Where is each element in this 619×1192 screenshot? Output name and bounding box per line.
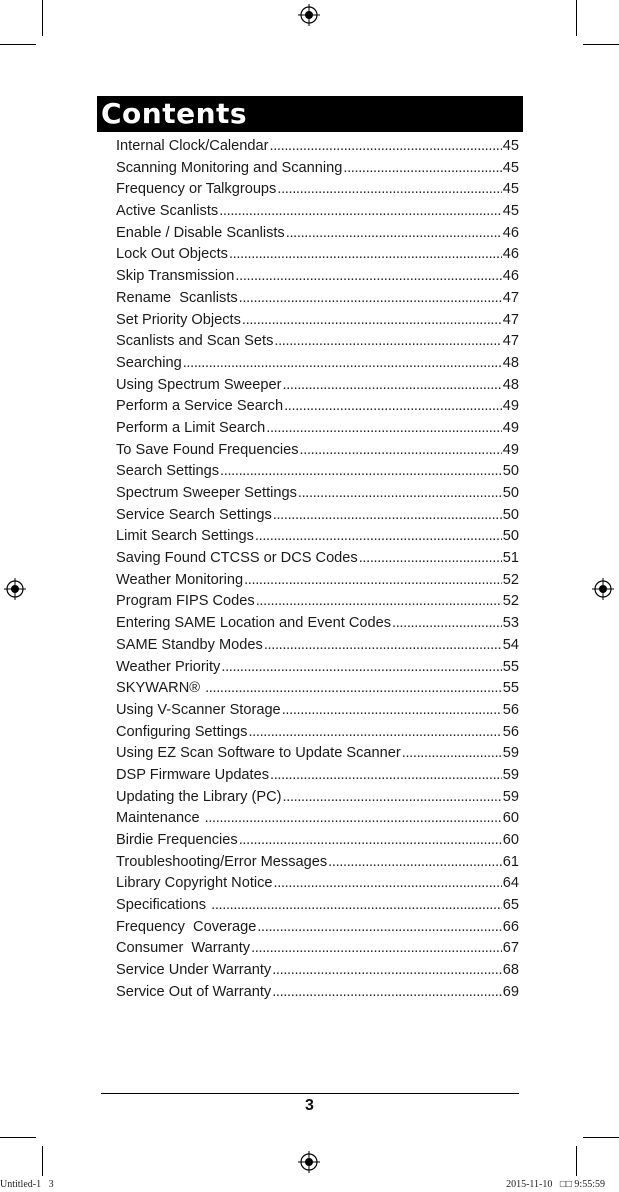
toc-entry-page: 48	[502, 376, 519, 393]
toc-entry-page: 47	[502, 333, 519, 350]
toc-entry[interactable]	[116, 526, 519, 548]
crop-mark	[42, 1146, 43, 1176]
crop-mark	[583, 44, 619, 45]
toc-entry[interactable]	[116, 331, 519, 353]
toc-entry-page: 60	[502, 832, 519, 848]
toc-entry[interactable]	[116, 808, 519, 830]
toc-entry[interactable]	[116, 136, 519, 158]
toc-entry-title: SAME Standby Modes	[116, 636, 263, 653]
toc-entry-page: 55	[502, 658, 519, 675]
toc-leader-dots	[205, 808, 502, 830]
toc-entry-page: 50	[502, 528, 519, 545]
toc-leader-dots	[402, 743, 502, 765]
toc-leader-dots	[343, 158, 501, 180]
toc-leader-dots	[183, 353, 502, 375]
toc-entry[interactable]	[116, 938, 519, 960]
toc-entry[interactable]	[116, 591, 519, 613]
toc-entry-title: Weather Monitoring	[116, 571, 244, 588]
toc-entry-title: Configuring Settings	[116, 723, 248, 740]
toc-entry-title: Scanlists and Scan Sets	[116, 333, 274, 350]
toc-entry-title: Rename Scanlists	[116, 289, 238, 306]
crop-mark	[576, 1146, 577, 1176]
toc-leader-dots	[272, 982, 502, 1004]
toc-entry-title: SKYWARN®	[116, 680, 205, 697]
toc-entry-title: Specifications	[116, 897, 211, 914]
toc-entry-page: 46	[502, 246, 519, 263]
toc-leader-dots	[286, 223, 502, 245]
toc-entry-title: Entering SAME Location and Event Codes	[116, 615, 392, 632]
toc-entry-title: Spectrum Sweeper Settings	[116, 485, 297, 501]
toc-entry-title: DSP Firmware Updates	[116, 766, 270, 783]
toc-entry-title: Saving Found CTCSS or DCS Codes	[116, 550, 358, 567]
toc-leader-dots	[205, 678, 502, 700]
toc-entry-page: 55	[502, 680, 519, 697]
toc-entry-title: Internal Clock/Calendar	[116, 138, 269, 154]
toc-entry-page: 68	[502, 962, 519, 979]
toc-entry[interactable]	[116, 505, 519, 527]
toc-leader-dots	[239, 288, 502, 310]
toc-leader-dots	[219, 201, 502, 223]
toc-entry-page: 50	[502, 463, 519, 480]
toc-entry-page: 59	[502, 788, 519, 805]
toc-leader-dots	[255, 526, 502, 548]
toc-entry-page: 61	[502, 853, 519, 870]
toc-entry-title: Consumer Warranty	[116, 940, 251, 957]
toc-leader-dots	[242, 310, 502, 332]
toc-entry-title: Skip Transmission	[116, 268, 235, 285]
toc-entry-title: Troubleshooting/Error Messages	[116, 853, 328, 870]
toc-entry-page: 59	[502, 745, 519, 762]
toc-entry[interactable]	[116, 765, 519, 787]
toc-entry-title: Frequency Coverage	[116, 918, 257, 935]
toc-entry[interactable]	[116, 722, 519, 744]
toc-entry-title: Searching	[116, 354, 182, 371]
toc-entry-page: 50	[502, 506, 519, 523]
toc-entry-page: 48	[502, 354, 519, 371]
toc-entry-page: 46	[502, 268, 519, 285]
toc-leader-dots	[211, 895, 502, 917]
toc-entry-page: 52	[502, 593, 519, 610]
toc-entry-title: Scanning Monitoring and Scanning	[116, 159, 343, 176]
toc-leader-dots	[251, 938, 502, 960]
toc-entry-title: Enable / Disable Scanlists	[116, 224, 285, 241]
toc-leader-dots	[264, 635, 502, 657]
toc-entry[interactable]	[116, 613, 519, 635]
toc-entry[interactable]	[116, 787, 519, 809]
toc-entry[interactable]	[116, 375, 519, 397]
toc-entry[interactable]	[116, 873, 519, 895]
toc-entry[interactable]	[116, 852, 519, 874]
toc-entry[interactable]	[116, 179, 519, 201]
toc-entry[interactable]	[116, 548, 519, 570]
toc-entry-title: Using EZ Scan Software to Update Scanner	[116, 745, 401, 762]
toc-entry-page: 46	[502, 224, 519, 241]
toc-entry-title: Active Scanlists	[116, 203, 219, 220]
toc-leader-dots	[298, 483, 502, 505]
toc-entry-page: 47	[502, 311, 519, 328]
toc-entry-title: Service Out of Warranty	[116, 983, 272, 1000]
toc-leader-dots	[220, 461, 502, 483]
toc-entry-title: Frequency or Talkgroups	[116, 181, 277, 198]
toc-entry-title: Lock Out Objects	[116, 246, 228, 263]
toc-leader-dots	[229, 244, 502, 266]
toc-leader-dots	[282, 700, 502, 722]
crop-mark	[0, 44, 36, 45]
toc-entry-title: Weather Priority	[116, 658, 221, 675]
toc-leader-dots	[266, 418, 502, 440]
page-number: 3	[305, 1097, 314, 1114]
toc-entry-title: Program FIPS Codes	[116, 593, 255, 610]
toc-entry-page: 45	[502, 181, 519, 198]
toc-entry-page: 66	[502, 918, 519, 935]
toc-list	[116, 136, 519, 1004]
toc-entry[interactable]	[116, 461, 519, 483]
toc-leader-dots	[221, 657, 501, 679]
toc-entry[interactable]	[116, 917, 519, 939]
registration-mark-icon	[592, 578, 614, 600]
print-slug-left: Untitled-1 3	[0, 1179, 54, 1190]
toc-entry[interactable]	[116, 678, 519, 700]
page-title: Contents	[101, 97, 248, 130]
toc-leader-dots	[274, 873, 502, 895]
toc-entry-page: 50	[502, 485, 519, 501]
toc-entry[interactable]	[116, 244, 519, 266]
toc-leader-dots	[239, 830, 502, 852]
toc-entry[interactable]	[116, 830, 519, 852]
toc-entry-title: Updating the Library (PC)	[116, 788, 282, 805]
toc-entry[interactable]	[116, 743, 519, 765]
toc-entry-page: 49	[502, 398, 519, 415]
toc-entry[interactable]	[116, 960, 519, 982]
toc-entry-page: 64	[502, 875, 519, 892]
toc-entry[interactable]	[116, 483, 519, 505]
toc-entry[interactable]	[116, 982, 519, 1004]
toc-entry-page: 47	[502, 289, 519, 306]
footer-rule	[101, 1093, 519, 1094]
toc-entry-title: Maintenance	[116, 810, 204, 827]
toc-entry-title: Search Settings	[116, 463, 220, 480]
toc-entry[interactable]	[116, 266, 519, 288]
crop-mark	[576, 0, 577, 36]
toc-leader-dots	[235, 266, 501, 288]
toc-entry-page: 53	[502, 615, 519, 632]
toc-entry-title: Using V-Scanner Storage	[116, 701, 281, 718]
crop-mark	[583, 1137, 619, 1138]
toc-entry[interactable]	[116, 570, 519, 592]
toc-leader-dots	[328, 852, 502, 874]
toc-leader-dots	[282, 787, 501, 809]
toc-entry-page: 54	[502, 636, 519, 653]
toc-entry-page: 69	[502, 983, 519, 1000]
toc-entry-page: 49	[502, 441, 519, 458]
toc-leader-dots	[256, 591, 502, 613]
toc-entry[interactable]	[116, 895, 519, 917]
contents-header-bar	[97, 96, 523, 132]
toc-entry-title: Using Spectrum Sweeper	[116, 376, 282, 393]
toc-entry-page: 67	[502, 940, 519, 957]
crop-mark	[42, 0, 43, 36]
toc-entry-page: 60	[502, 810, 519, 827]
registration-mark-icon	[4, 578, 26, 600]
toc-leader-dots	[277, 179, 501, 201]
toc-entry-page: 45	[502, 203, 519, 220]
toc-entry[interactable]	[116, 353, 519, 375]
toc-entry-title: Library Copyright Notice	[116, 875, 273, 892]
toc-leader-dots	[244, 570, 502, 592]
toc-leader-dots	[273, 505, 502, 527]
toc-entry[interactable]	[116, 396, 519, 418]
toc-entry[interactable]	[116, 440, 519, 462]
toc-leader-dots	[248, 722, 501, 744]
toc-leader-dots	[359, 548, 502, 570]
toc-entry-page: 52	[502, 571, 519, 588]
toc-entry-page: 45	[502, 159, 519, 176]
toc-entry[interactable]	[116, 201, 519, 223]
toc-entry[interactable]	[116, 223, 519, 245]
toc-entry-title: Perform a Service Search	[116, 398, 284, 415]
toc-entry[interactable]	[116, 635, 519, 657]
toc-entry-title: To Save Found Frequencies	[116, 441, 299, 458]
toc-entry-title: Set Priority Objects	[116, 311, 241, 328]
toc-leader-dots	[282, 375, 501, 397]
toc-leader-dots	[270, 136, 502, 158]
toc-leader-dots	[270, 765, 502, 787]
toc-entry-title: Birdie Frequencies	[116, 832, 238, 848]
toc-entry-page: 56	[502, 701, 519, 718]
toc-entry-page: 51	[502, 550, 519, 567]
toc-leader-dots	[272, 960, 502, 982]
toc-entry[interactable]	[116, 418, 519, 440]
toc-entry-title: Service Under Warranty	[116, 962, 272, 979]
toc-entry-page: 45	[502, 138, 519, 154]
toc-entry-title: Service Search Settings	[116, 506, 272, 523]
crop-mark	[0, 1137, 36, 1138]
toc-entry[interactable]	[116, 657, 519, 679]
registration-mark-icon	[298, 1151, 320, 1173]
toc-entry[interactable]	[116, 288, 519, 310]
toc-leader-dots	[257, 917, 501, 939]
toc-leader-dots	[274, 331, 501, 353]
toc-leader-dots	[284, 396, 502, 418]
toc-entry[interactable]	[116, 158, 519, 180]
toc-leader-dots	[300, 440, 502, 462]
toc-entry-title: Perform a Limit Search	[116, 419, 266, 436]
toc-entry[interactable]	[116, 310, 519, 332]
toc-entry-page: 65	[502, 897, 519, 914]
toc-entry-page: 59	[502, 766, 519, 783]
print-slug-right: 2015-11-10 □□ 9:55:59	[506, 1179, 605, 1190]
toc-entry-page: 49	[502, 419, 519, 436]
toc-leader-dots	[392, 613, 502, 635]
registration-mark-icon	[298, 4, 320, 26]
toc-entry-title: Limit Search Settings	[116, 528, 254, 545]
toc-entry[interactable]	[116, 700, 519, 722]
toc-entry-page: 56	[502, 723, 519, 740]
